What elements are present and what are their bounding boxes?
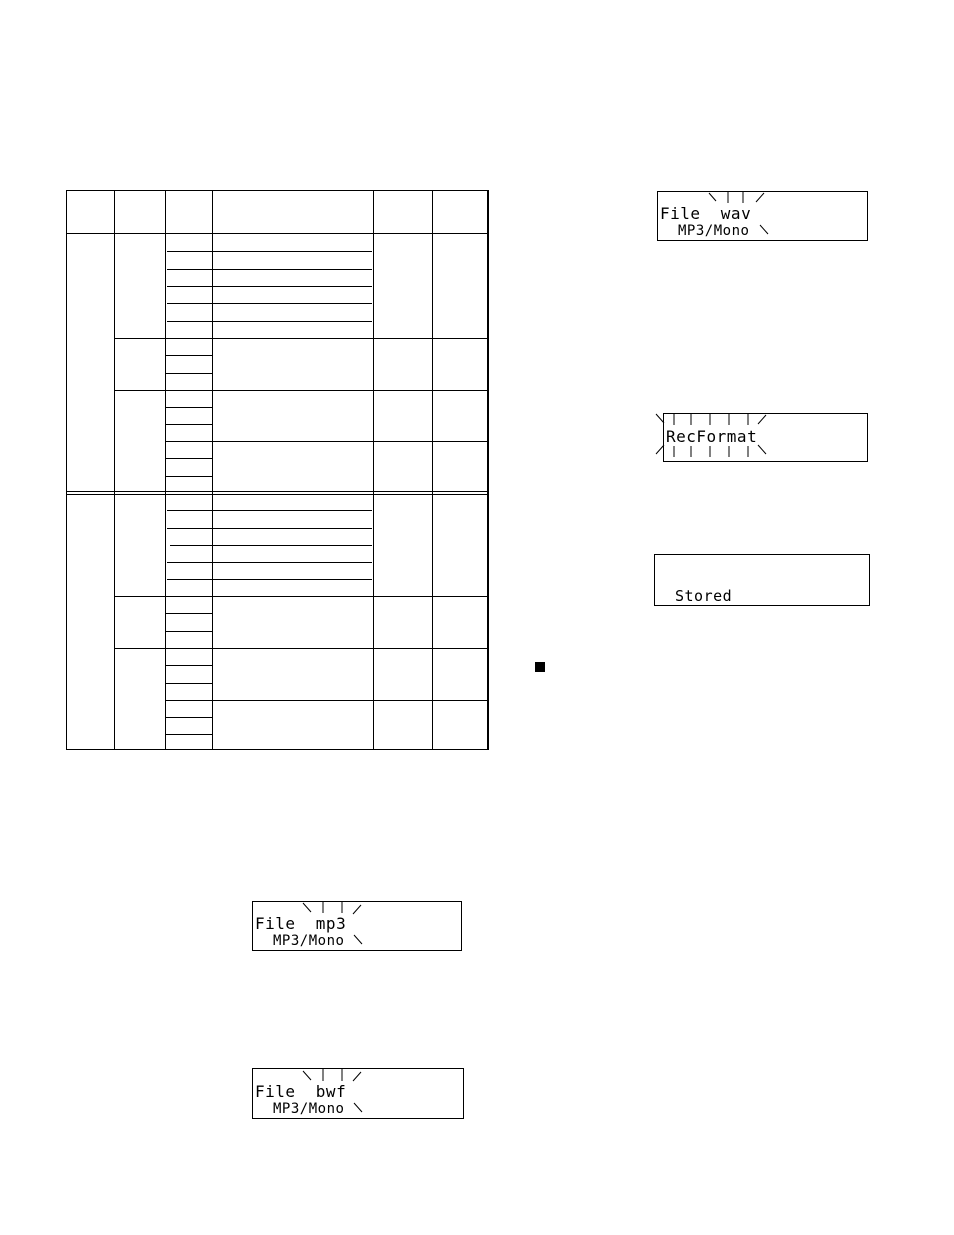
lcd-title: RecFormat [666, 427, 758, 446]
lcd-display-file-mp3: File mp3 MP3/Mono [252, 901, 462, 951]
lcd-display-recformat [663, 413, 868, 462]
lcd-channels: Mono [713, 223, 750, 239]
lcd-value: mp3 [315, 914, 347, 933]
lcd-label: File [660, 204, 701, 223]
lcd-codec: MP3 [273, 1101, 300, 1117]
lcd-codec: MP3 [678, 223, 705, 239]
lcd-codec: MP3 [273, 933, 300, 949]
lcd-channels: Mono [308, 1101, 345, 1117]
lcd-label: File [255, 914, 296, 933]
square-bullet-icon [535, 662, 545, 672]
lcd-display-file-wav: File wav MP3/Mono [657, 191, 868, 241]
lcd-channels: Mono [308, 933, 345, 949]
lcd-label: File [255, 1082, 296, 1101]
lcd-display-file-bwf: File bwf MP3/Mono [252, 1068, 464, 1119]
lcd-status: Stored [675, 587, 733, 605]
lcd-value: bwf [315, 1082, 347, 1101]
lcd-value: wav [720, 204, 752, 223]
lcd-display-stored [654, 554, 870, 606]
